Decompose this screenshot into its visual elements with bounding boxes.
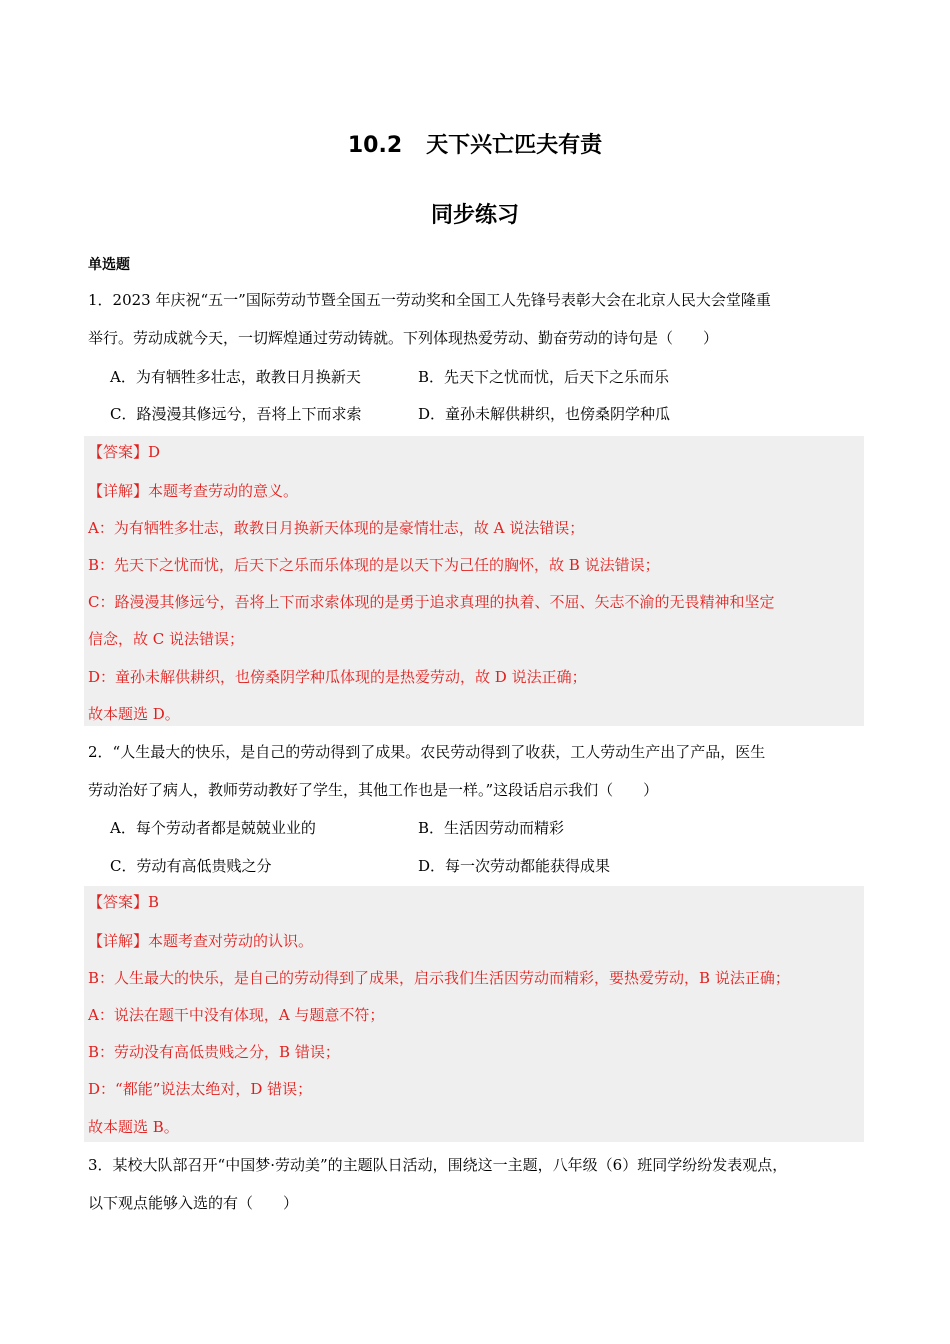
q1-explain-d: D：童孙未解供耕织，也傍桑阴学种瓜体现的是热爱劳动，故 D 说法正确； bbox=[88, 668, 587, 686]
q1-answer: 【答案】D bbox=[88, 443, 161, 461]
q2-answer: 【答案】B bbox=[88, 893, 160, 911]
q2-option-b: B．生活因劳动而精彩 bbox=[418, 819, 565, 837]
q1-stem-line2: 举行。劳动成就今天，一切辉煌通过劳动铸就。下列体现热爱劳动、勤奋劳动的诗句是（ ） bbox=[88, 329, 719, 347]
q2-explain-b2: B：劳动没有高低贵贱之分，B 错误； bbox=[88, 1043, 340, 1061]
section-number: 10.2 bbox=[347, 133, 403, 158]
q2-explain-a: A：说法在题干中没有体现，A 与题意不符； bbox=[88, 1006, 385, 1024]
q1-stem-line1: 1．2023 年庆祝“五一”国际劳动节暨全国五一劳动奖和全国工人先锋号表彰大会在北京人民大会堂隆重 bbox=[88, 291, 771, 309]
q1-option-b: B．先天下之忧而忧，后天下之乐而乐 bbox=[418, 368, 670, 386]
q2-option-d: D．每一次劳动都能获得成果 bbox=[418, 857, 611, 875]
q2-conclusion: 故本题选 B。 bbox=[88, 1118, 179, 1136]
q1-explain-c1: C：路漫漫其修远兮，吾将上下而求索体现的是勇于追求真理的执着、不屈、矢志不渝的无畏精神和坚定 bbox=[88, 593, 775, 611]
q1-option-d: D．童孙未解供耕织，也傍桑阴学种瓜 bbox=[418, 405, 671, 423]
q1-explain-intro: 【详解】本题考查劳动的意义。 bbox=[88, 482, 299, 500]
q1-explain-c2: 信念，故 C 说法错误； bbox=[88, 630, 245, 648]
q2-stem-line2: 劳动治好了病人，教师劳动教好了学生，其他工作也是一样。”这段话启示我们（ ） bbox=[88, 781, 659, 799]
q1-option-c: C．路漫漫其修远兮，吾将上下而求索 bbox=[110, 405, 362, 423]
lesson-title: 天下兴亡匹夫有责 bbox=[426, 133, 603, 158]
q3-stem-line1: 3．某校大队部召开“中国梦·劳动美”的主题队日活动，围绕这一主题，八年级（6）班同学纷纷发表观点， bbox=[88, 1156, 788, 1174]
q2-answer-box bbox=[84, 886, 864, 1142]
page-subtitle: 同步练习 bbox=[430, 203, 519, 228]
q1-option-a: A．为有牺牲多壮志，敢教日月换新天 bbox=[110, 368, 361, 386]
q2-explain-d: D：“都能”说法太绝对，D 错误； bbox=[88, 1080, 313, 1098]
q1-explain-a: A：为有牺牲多壮志，敢教日月换新天体现的是豪情壮志，故 A 说法错误； bbox=[88, 519, 585, 537]
section-heading: 单选题 bbox=[88, 257, 130, 273]
page-title bbox=[0, 128, 950, 159]
q1-answer-box bbox=[84, 436, 864, 726]
q2-explain-intro: 【详解】本题考查对劳动的认识。 bbox=[88, 932, 314, 950]
q2-explain-b: B：人生最大的快乐，是自己的劳动得到了成果，启示我们生活因劳动而精彩，要热爱劳动，B 说法正确； bbox=[88, 969, 790, 987]
q2-option-c: C．劳动有高低贵贱之分 bbox=[110, 857, 272, 875]
q3-stem-line2: 以下观点能够入选的有（ ） bbox=[88, 1194, 299, 1212]
q1-explain-b: B：先天下之忧而忧，后天下之乐而乐体现的是以天下为己任的胸怀，故 B 说法错误； bbox=[88, 556, 660, 574]
q1-conclusion: 故本题选 D。 bbox=[88, 705, 180, 723]
q2-stem-line1: 2．“人生最大的快乐，是自己的劳动得到了成果。农民劳动得到了收获，工人劳动生产出了产品，医生 bbox=[88, 743, 766, 761]
q2-option-a: A．每个劳动者都是兢兢业业的 bbox=[110, 819, 316, 837]
